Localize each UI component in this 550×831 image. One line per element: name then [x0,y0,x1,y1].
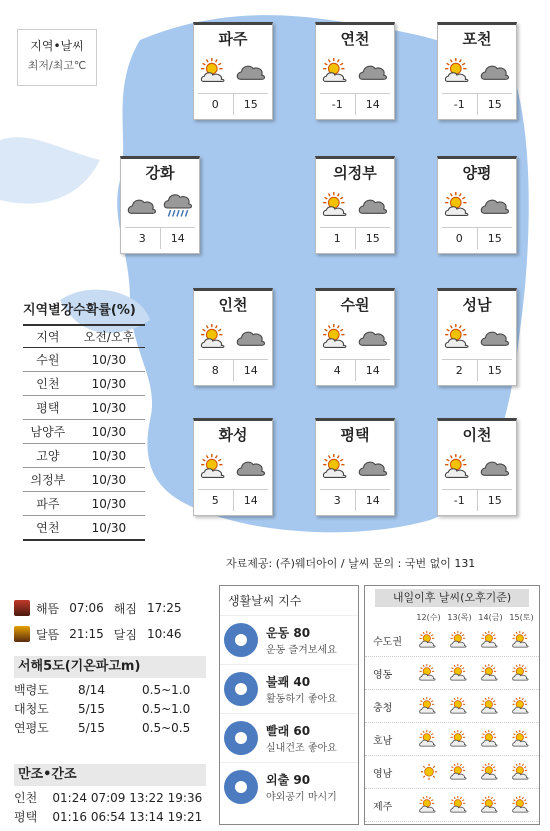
city-high-temp: 15 [487,364,502,377]
sea-place: 연평도 [14,721,49,735]
city-low-temp: 1 [320,228,356,249]
city-low-temp: -1 [442,490,478,511]
map-island [0,137,100,203]
city-card [437,418,517,516]
rain-region: 고양 [23,444,73,468]
life-index-item [220,615,358,664]
sun-cloud-icon [506,697,537,715]
rain-region: 평택 [23,396,73,420]
sea-row [14,699,206,718]
data-source: 자료제공: (주)웨더아이 / 날씨 문의 : 국번 없이 131 [226,557,476,570]
rain-value: 10/30 [73,492,145,516]
life-index-name: 외출 90 [266,773,311,787]
city-name: 화성 [218,426,248,444]
rain-table-row [23,468,145,492]
sun-cloud-icon [413,631,444,649]
sunrise-icon [14,600,30,616]
tide-row [14,807,206,826]
life-index-item [220,664,358,713]
cloud-icon [357,192,389,218]
city-low-temp: -1 [442,94,478,115]
rain-table-row [23,444,145,468]
sun-cloud-icon [413,697,444,715]
sun-cloud-icon [443,58,475,84]
walker-icon [224,770,258,804]
rain-value: 10/30 [73,396,145,420]
life-index-item [220,713,358,762]
city-low-temp: 2 [442,360,478,381]
cloud-icon [235,324,267,350]
rain-value: 10/30 [73,348,145,372]
city-card [437,22,517,120]
forecast-region: 충청 [373,702,393,714]
rain-value: 10/30 [73,468,145,492]
moonrise-icon [14,626,30,642]
city-high-temp: 15 [487,494,502,507]
city-name: 평택 [340,426,370,444]
life-index-name: 빨래 60 [266,724,311,738]
sun-moon-times [14,595,214,647]
shirt-icon [224,721,258,755]
city-card [437,288,517,386]
life-index-desc: 운동 즐겨보세요 [266,645,337,656]
forecast-title: 내일이후 날씨(오후기준) [375,589,529,607]
city-high-temp: 15 [487,232,502,245]
city-name: 연천 [340,30,370,48]
life-index-name: 운동 80 [266,626,311,640]
city-name: 인천 [218,296,248,314]
map-legend [17,29,97,86]
sun-cloud-icon [321,454,353,480]
forecast-day: 15(토) [509,612,534,622]
sun-cloud-icon [475,664,506,682]
city-low-temp: 0 [442,228,478,249]
city-card [193,22,273,120]
cloud-icon [235,454,267,480]
cloud-icon [479,192,511,218]
city-name: 양평 [462,164,492,182]
sea-wave: 0.5~0.5 [142,720,191,735]
city-low-temp: 8 [198,360,234,381]
city-card [315,156,395,254]
cloud-icon [357,324,389,350]
city-name: 강화 [145,164,175,182]
sun-cloud-icon [199,58,231,84]
sun-cloud-icon [506,763,537,781]
rain-value: 10/30 [73,420,145,444]
legend-title: 지역•날씨 [30,39,84,53]
tide-cell: 13:22 [129,790,164,805]
city-high-temp: 14 [365,494,380,507]
forecast-row [365,657,539,690]
sun-cloud-icon [444,631,475,649]
sun-cloud-icon [444,796,475,814]
sun-cloud-icon [413,796,444,814]
forecast-region: 제주 [373,801,393,813]
rain-value: 10/30 [73,516,145,541]
rain-probability-table [23,299,145,541]
sun-cloud-icon [475,763,506,781]
sun-cloud-icon [506,664,537,682]
forecast-region: 영동 [373,669,393,681]
city-card [193,288,273,386]
moonrise-label: 달뜸 [36,627,60,642]
city-name: 성남 [462,296,492,314]
city-low-temp: 4 [320,360,356,381]
rain-icon [162,192,194,218]
sea-section-title: 서해5도(기온파고m) [14,656,206,678]
rain-table-row [23,420,145,444]
forecast-row [365,690,539,723]
rain-region: 의정부 [23,468,73,492]
forecast-row [365,723,539,756]
city-low-temp: 3 [125,228,161,249]
rain-value: 10/30 [73,372,145,396]
sun-cloud-icon [444,664,475,682]
sun-cloud-icon [199,454,231,480]
rain-header-ampm: 오전/오후 [73,325,145,348]
rain-header-region: 지역 [23,325,73,348]
sea-wave: 0.5~1.0 [142,701,191,716]
city-low-temp: -1 [320,94,356,115]
moonset-label: 달짐 [113,627,137,642]
city-low-temp: 5 [198,490,234,511]
sun-cloud-icon [444,697,475,715]
sun-cloud-icon [321,58,353,84]
cloud-icon [235,58,267,84]
city-name: 포천 [462,30,492,48]
city-low-temp: 0 [198,94,234,115]
city-high-temp: 14 [365,98,380,111]
forecast-day: 14(금) [478,612,503,622]
forecast-panel [364,585,540,825]
sea-table [14,680,206,737]
life-weather-index [219,585,359,825]
tide-cell: 19:21 [167,809,203,824]
rain-region: 수원 [23,348,73,372]
life-index-desc: 활동하기 좋아요 [266,694,337,705]
city-high-temp: 15 [487,98,502,111]
life-title: 생활날씨 지수 [228,594,302,608]
city-high-temp: 14 [243,364,258,377]
rain-region: 연천 [23,516,73,541]
forecast-row [365,624,539,657]
cloud-icon [479,58,511,84]
forecast-day: 13(목) [447,612,472,622]
city-high-temp: 14 [170,232,185,245]
sunset-time: 17:25 [146,601,182,615]
city-high-temp: 15 [243,98,258,111]
forecast-day: 12(수) [416,612,441,622]
forecast-region: 영남 [373,768,393,780]
city-card [315,22,395,120]
life-index-name: 불쾌 40 [266,675,311,689]
sea-temp: 5/15 [78,720,105,735]
sun-cloud-icon [413,664,444,682]
tide-cell: 13:14 [129,809,164,824]
sea-temp: 8/14 [78,682,105,697]
sea-place: 백령도 [14,683,49,697]
moon-row [14,621,214,647]
city-high-temp: 14 [365,364,380,377]
cloud-icon [357,58,389,84]
rain-region: 파주 [23,492,73,516]
life-index-item [220,762,358,811]
sun-cloud-icon [443,454,475,480]
sun-cloud-icon [321,324,353,350]
cloud-icon [479,324,511,350]
city-card [315,288,395,386]
rain-table-row [23,516,145,541]
forecast-row [365,789,539,822]
sea-wave: 0.5~1.0 [142,682,191,697]
life-index-desc: 실내건조 좋아요 [266,743,337,754]
city-card [437,156,517,254]
city-name: 의정부 [333,164,377,182]
rain-value: 10/30 [73,444,145,468]
city-high-temp: 15 [365,232,380,245]
sun-cloud-icon [443,192,475,218]
sun-cloud-icon [475,730,506,748]
rain-region: 인천 [23,372,73,396]
sun-icon [413,763,444,781]
sun-row [14,595,214,621]
sea-place: 대청도 [14,702,49,716]
moonrise-time: 21:15 [69,627,104,641]
sun-cloud-icon [506,730,537,748]
sun-cloud-icon [443,324,475,350]
face-icon [224,672,258,706]
sun-cloud-icon [199,324,231,350]
city-name: 이천 [462,426,492,444]
tide-cell: 06:54 [90,809,126,824]
tide-cell: 인천 [14,791,38,805]
rain-table-row [23,348,145,372]
sea-row [14,718,206,737]
runner-icon [224,623,258,657]
sun-cloud-icon [506,631,537,649]
sun-cloud-icon [444,730,475,748]
forecast-region: 수도권 [373,636,402,648]
sun-cloud-icon [413,730,444,748]
sun-cloud-icon [475,697,506,715]
forecast-region: 호남 [373,735,393,747]
sun-cloud-icon [444,763,475,781]
city-low-temp: 3 [320,490,356,511]
sunrise-time: 07:06 [69,601,104,615]
cloud-icon [357,454,389,480]
rain-table-title: 지역별강수확률(%) [23,303,136,318]
cloud-icon [126,192,158,218]
sea-temp: 5/15 [78,701,105,716]
rain-region: 남양주 [23,420,73,444]
tide-cell: 19:36 [167,790,203,805]
city-card [120,156,200,254]
city-card [193,418,273,516]
sunset-label: 해짐 [113,601,137,616]
tide-cell: 01:16 [52,809,87,824]
sun-cloud-icon [321,192,353,218]
city-card [315,418,395,516]
city-name: 파주 [218,30,248,48]
tide-table [14,788,206,826]
sun-cloud-icon [506,796,537,814]
legend-subtitle: 최저/최고℃ [27,59,87,72]
rain-table-row [23,372,145,396]
tide-cell: 01:24 [52,790,87,805]
life-index-desc: 야외공기 마시기 [266,792,337,803]
tide-cell: 07:09 [90,790,126,805]
cloud-icon [479,454,511,480]
rain-table-row [23,396,145,420]
forecast-row [365,756,539,789]
tide-cell: 평택 [14,810,38,824]
sunrise-label: 해뜸 [36,601,60,616]
sun-cloud-icon [475,631,506,649]
rain-table-row [23,492,145,516]
tide-section-title: 만조•간조 [14,764,206,786]
tide-row [14,788,206,807]
city-name: 수원 [340,296,370,314]
sun-cloud-icon [475,796,506,814]
moonset-time: 10:46 [146,627,182,641]
city-high-temp: 14 [243,494,258,507]
sea-row [14,680,206,699]
